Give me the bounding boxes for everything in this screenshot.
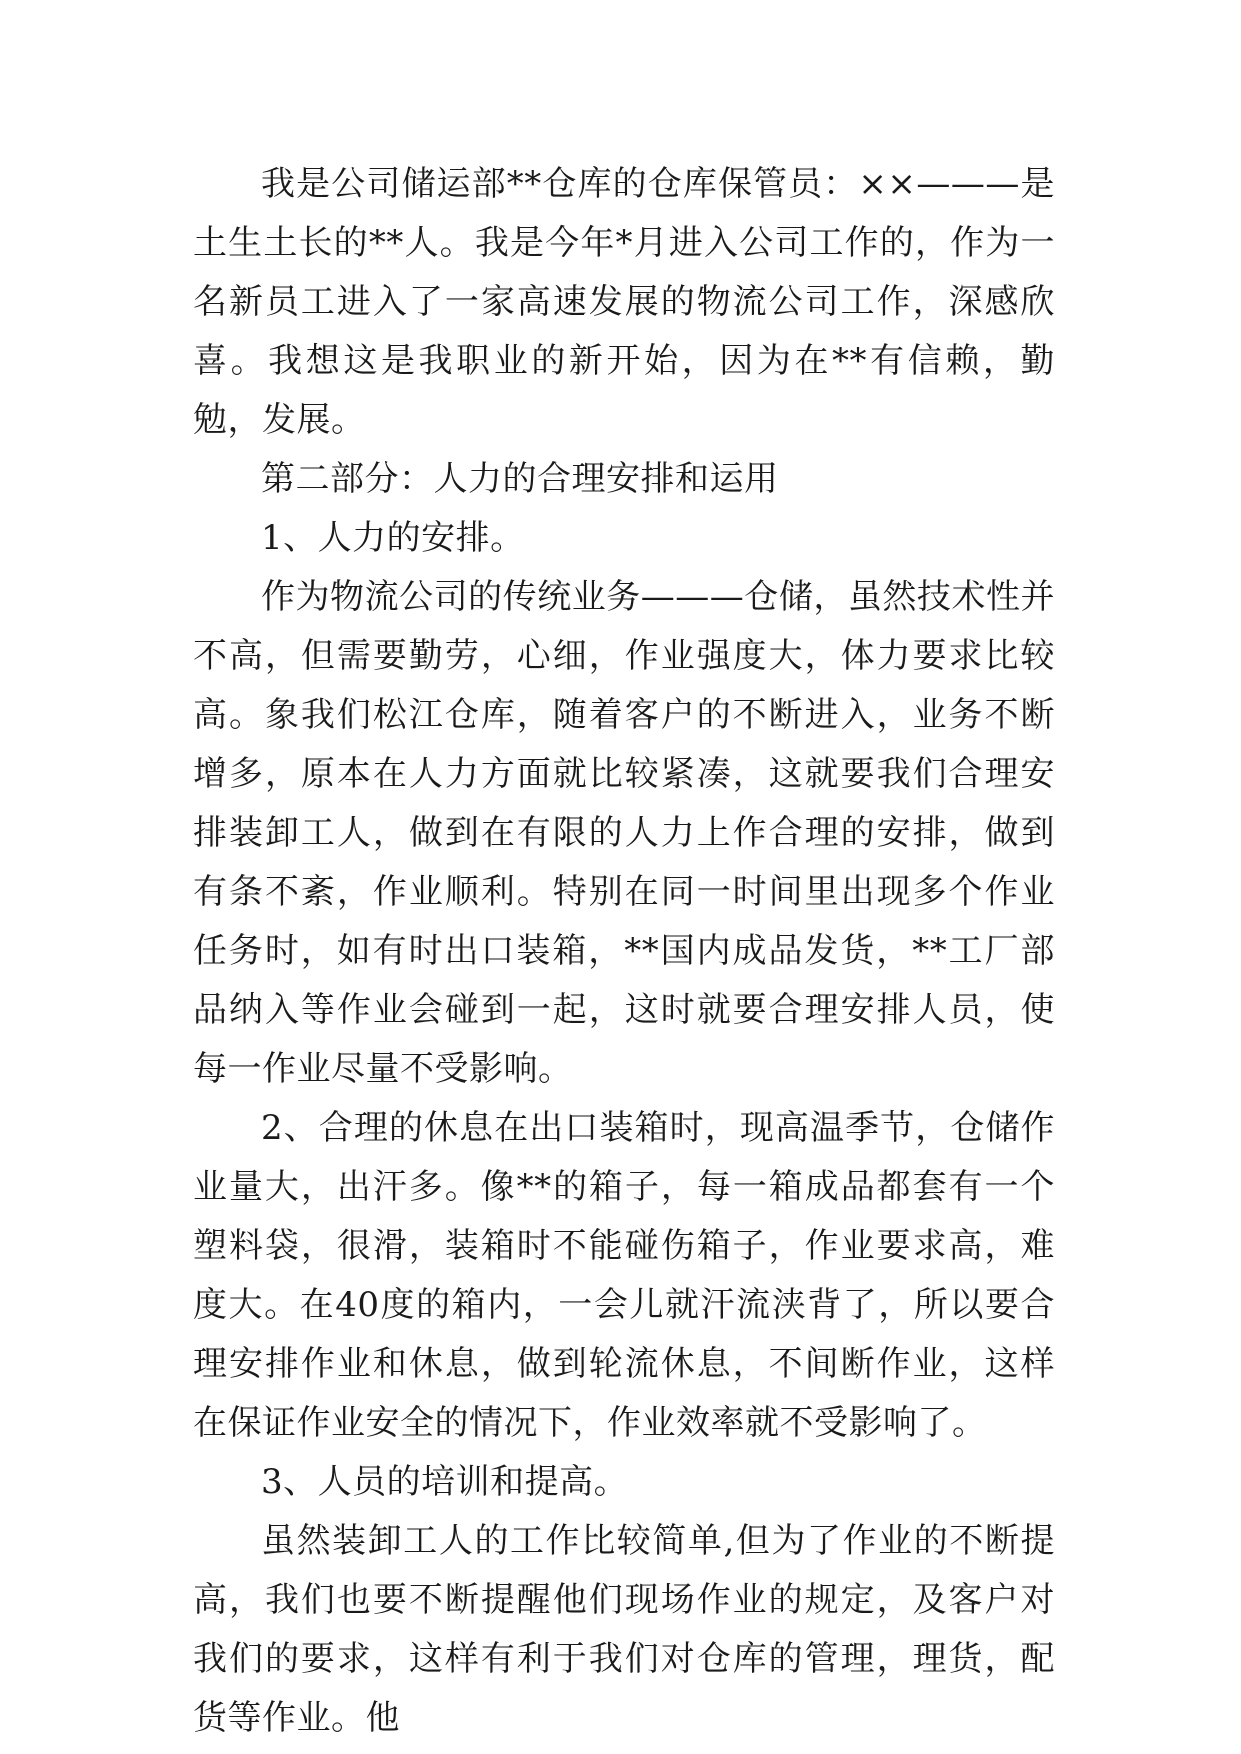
subheading-3: 3、人员的培训和提高。	[261, 1462, 629, 1502]
document-body	[193, 155, 1055, 1748]
paragraph-rest-arrangement: 2、合理的休息在出口装箱时，现高温季节，仓储作业量大，出汗多。像**的箱子，每一箱成品都套有一个塑料袋，很滑，装箱时不能碰伤箱子，作业要求高，难度大。在40度的箱内，一会儿就汗流浃背了，所以要合理安排作业和休息，做到轮流休息，不间断作业，这样在保证作业安全的情况下，作业效率就不受影响了。	[193, 1108, 1055, 1443]
subheading-1: 1、人力的安排。	[261, 518, 525, 558]
paragraph-intro: 我是公司储运部**仓库的仓库保管员：××———是土生土长的**人。我是今年*月进入公司工作的，作为一名新员工进入了一家高速发展的物流公司工作，深感欣喜。我想这是我职业的新开始，因为在**有信赖，勤勉，发展。	[193, 164, 1055, 440]
paragraph-manpower-arrangement: 作为物流公司的传统业务———仓储，虽然技术性并不高，但需要勤劳，心细，作业强度大，体力要求比较高。象我们松江仓库，随着客户的不断进入，业务不断增多，原本在人力方面就比较紧凑，这就要我们合理安排装卸工人，做到在有限的人力上作合理的安排，做到有条不紊，作业顺利。特别在同一时间里出现多个作业任务时，如有时出口装箱，**国内成品发货，**工厂部品纳入等作业会碰到一起，这时就要合理安排人员，使每一作业尽量不受影响。	[193, 577, 1055, 1089]
paragraph-training: 虽然装卸工人的工作比较简单,但为了作业的不断提高，我们也要不断提醒他们现场作业的规定，及客户对我们的要求，这样有利于我们对仓库的管理，理货，配货等作业。他	[193, 1521, 1055, 1738]
section-heading: 第二部分：人力的合理安排和运用	[261, 459, 779, 499]
